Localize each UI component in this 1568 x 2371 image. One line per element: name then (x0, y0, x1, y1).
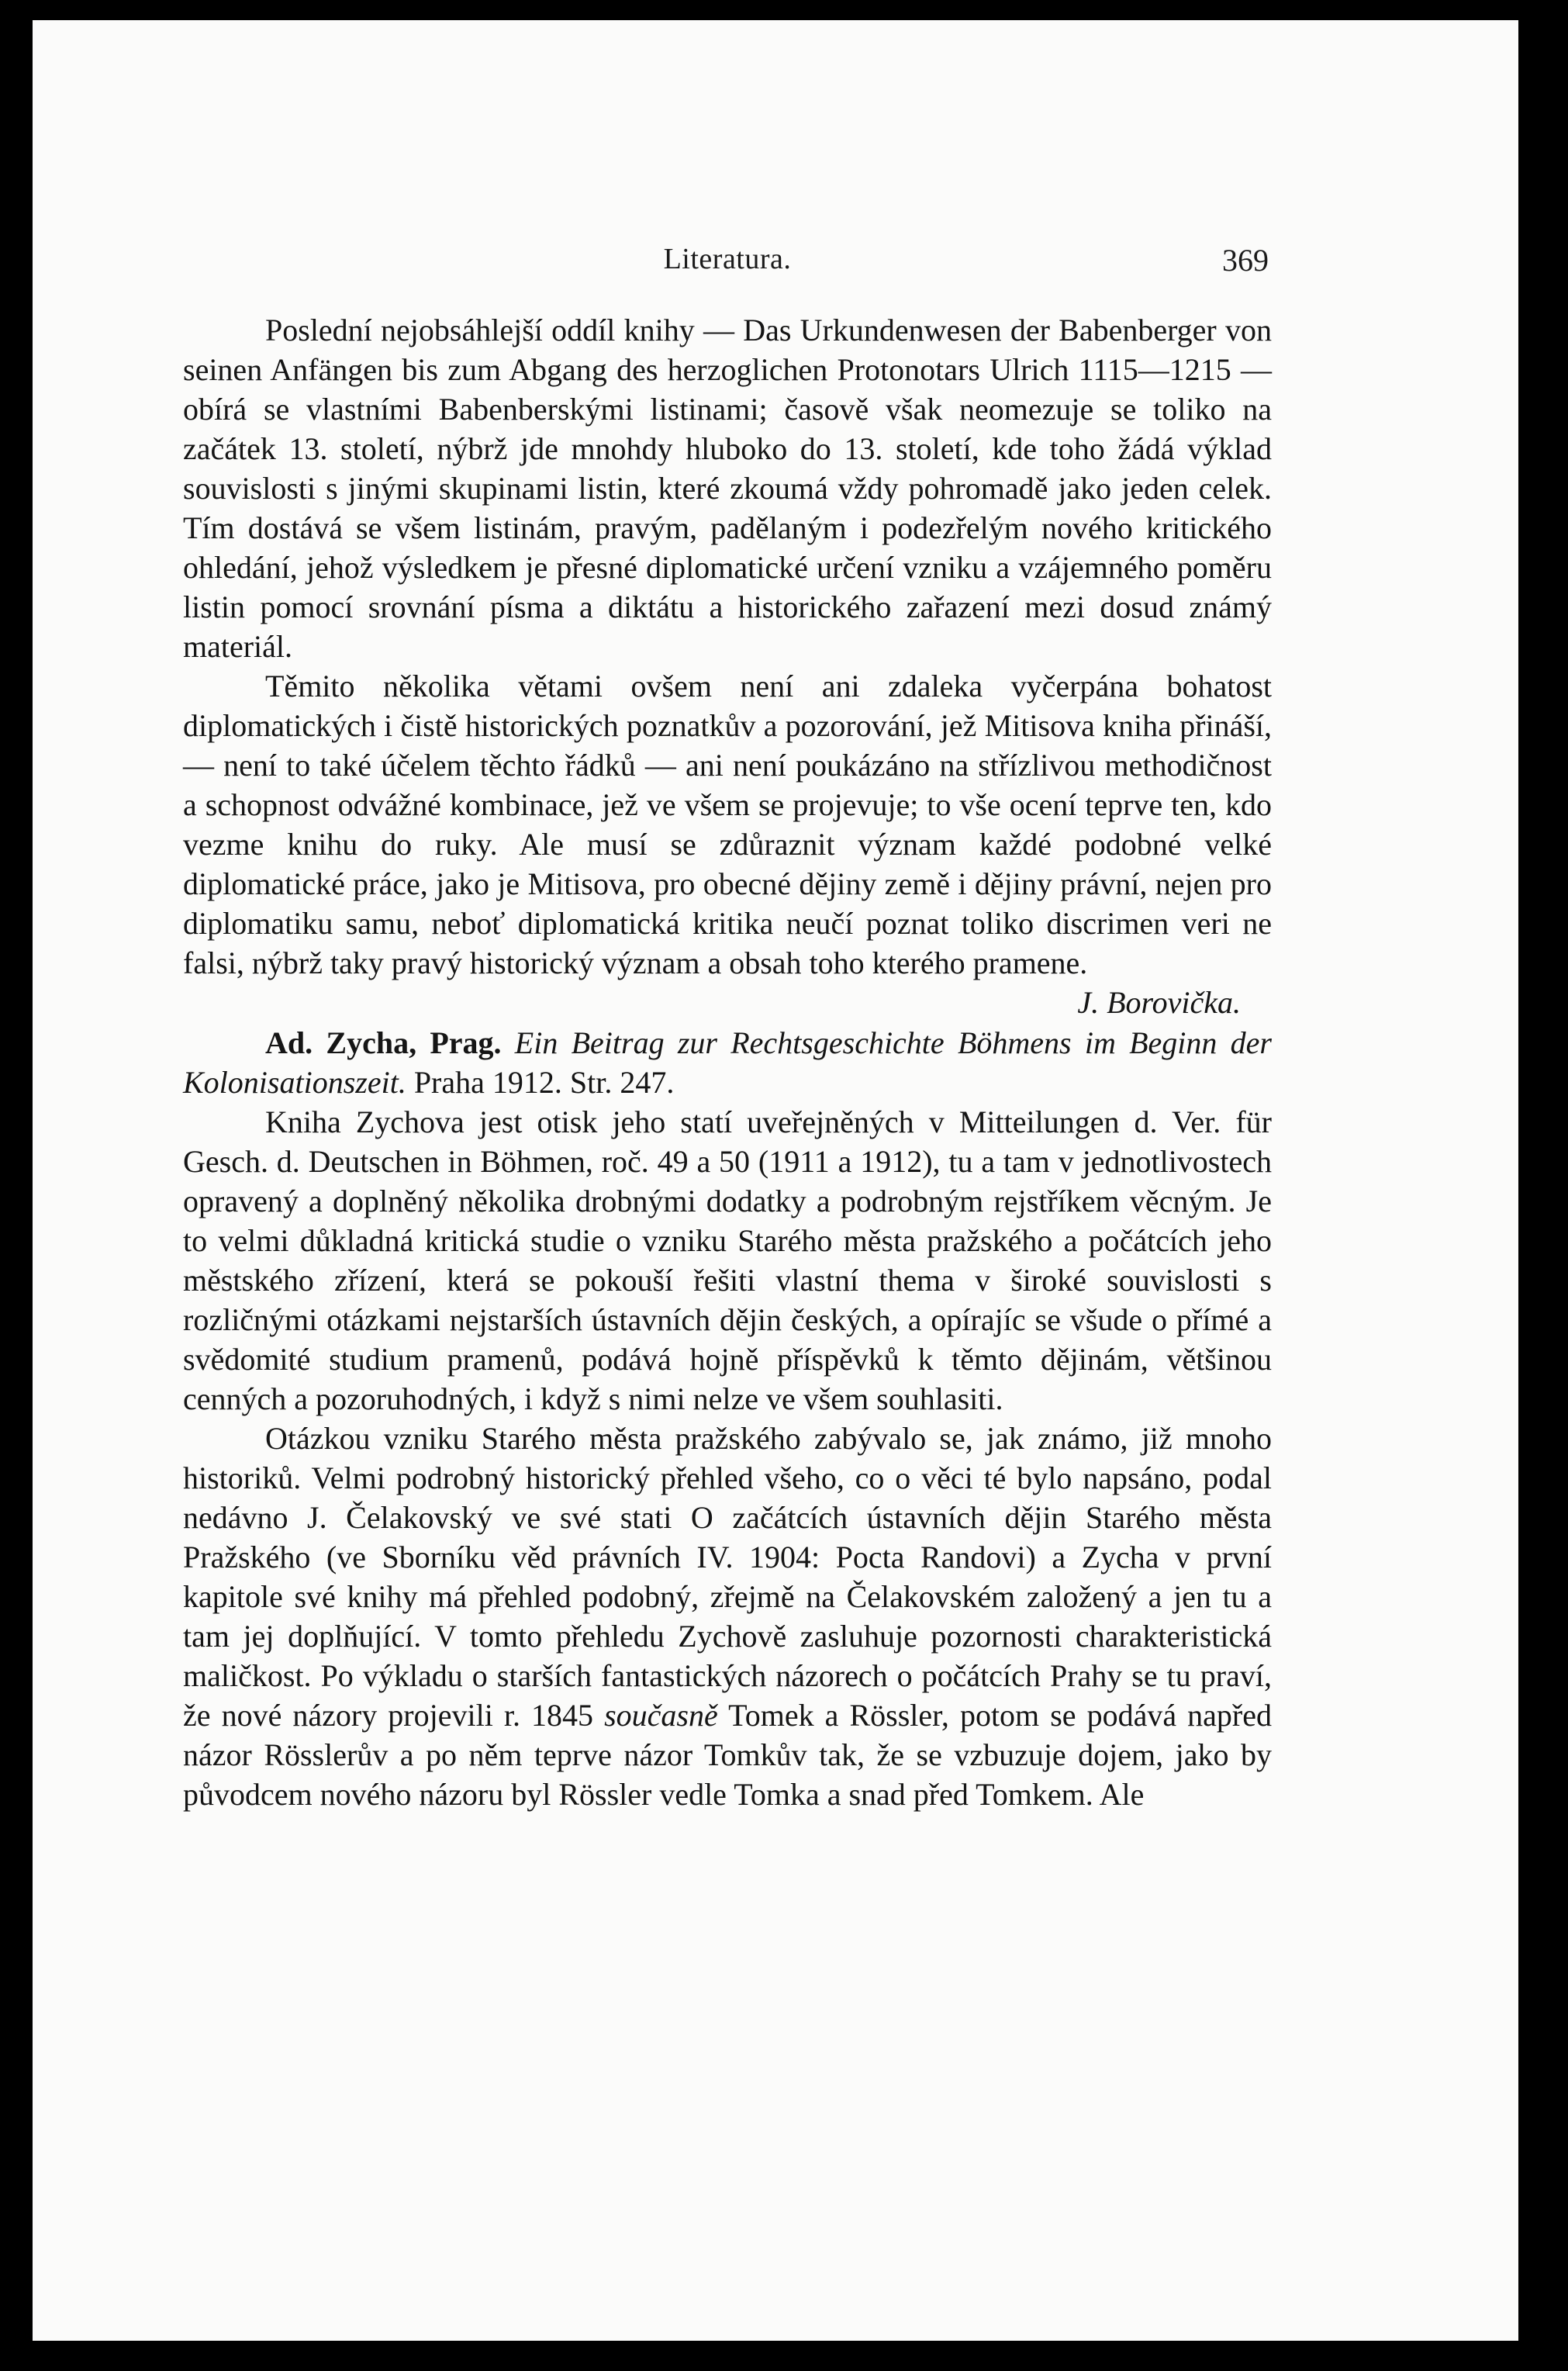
review1-paragraph-2 (183, 666, 1272, 1020)
review2-heading (183, 1023, 1272, 1102)
page-header (183, 242, 1272, 289)
review2-paragraph-2-start: Otázkou vzniku Starého města pražského zabývalo se, jak známo, již mnoho historiků. Velmi podrobný historický přehled všeho, co o věci té bylo napsáno, podal nedávno J. Čelakovský ve své stati O začátcích ústavních dějin Starého města Pražského (ve Sborníku věd právních IV. 1904: Pocta Randovi) a Zycha v první kapitole své knihy má přehled podobný, zřejmě na Čelakovském založený a jen tu a tam jej doplňující. V tomto přehledu Zychově zasluhuje pozornosti charakteristická maličkost. Po výkladu o starších fantastických názorech o počátcích Prahy se tu praví, že nové názory projevili r. 1845 (183, 1421, 1272, 1733)
review1-signature: J. Borovička. (1077, 985, 1241, 1020)
review2-paragraph-2 (183, 1419, 1272, 1814)
running-title: Literatura. (663, 243, 792, 275)
review2-book-title: Ein Beitrag zur Rechtsgeschichte Böhmens im Beginn der Kolonisationszeit. (183, 1025, 1272, 1100)
review1-paragraph-2-text: Těmito několika větami ovšem není ani zdaleka vyčerpána bohatost diplomatických i čistě historických poznatkův a pozorování, jež Mitisova kniha přináší, — není to také účelem těchto řádků — ani není poukázáno na střízlivou methodičnost a schopnost odvážné kombinace, jež ve všem se projevuje; to vše ocení teprve ten, kdo vezme knihu do ruky. Ale musí se zdůraznit význam každé podobné velké diplomatické práce, jako je Mitisova, pro obecné dějiny země i dějiny právní, nejen pro diplomatiku samu, neboť diplomatická kritika neučí poznat toliko discrimen veri ne falsi, nýbrž taky pravý historický význam a obsah toho kterého pramene. (183, 669, 1272, 980)
review2-paragraph-2-end: Tomek a Rössler, potom se podává napřed názor Rösslerův a po něm teprve názor Tomkův tak, že se vzbuzuje dojem, jako by původcem nového názoru byl Rössler vedle Tomka a snad před Tomkem. Ale (183, 1698, 1273, 1812)
review2-publication: Praha 1912. Str. 247. (413, 1065, 675, 1100)
review2-paragraph-2-emphasis: současně (604, 1698, 718, 1733)
review2-reviewer: Ad. Zycha, Prag. (265, 1025, 502, 1060)
review2-paragraph-1: Kniha Zychova jest otisk jeho statí uveřejněných v Mitteilungen d. Ver. für Gesch. d. Deutschen in Böhmen, roč. 49 a 50 (1911 a 1912), tu a tam v jednotlivostech opravený a doplněný několika drobnými dodatky a podrobným rejstříkem věcným. Je to velmi důkladná kritická studie o vzniku Starého města pražského a počátcích jeho městského zřízení, která se pokouší řešiti vlastní thema v široké souvislosti s rozličnými otázkami nejstarších ústavních dějin českých, a opírajíc se všude o přímé a svědomité studium pramenů, podává hojně příspěvků k těmto dějinám, většinou cenných a pozoruhodných, i když s nimi nelze ve všem souhlasiti. (183, 1104, 1272, 1416)
page-body (183, 310, 1272, 1814)
page-number: 369 (1222, 243, 1269, 278)
review1-paragraph-1: Poslední nejobsáhlejší oddíl knihy — Das Urkundenwesen der Babenberger von seinen Anfängen bis zum Abgang des herzoglichen Protonotars Ulrich 1115—1215 — obírá se vlastními Babenberskými listinami; časově však neomezuje se toliko na začátek 13. století, nýbrž jde mnohdy hluboko do 13. století, kde toho žádá výklad souvislosti s jinými skupinami listin, které zkoumá vždy pohromadě jako jeden celek. Tím dostává se všem listinám, pravým, padělaným i podezřelým nového kritického ohledání, jehož výsledkem je přesné diplomatické určení vzniku a vzájemného poměru listin pomocí srovnání písma a diktátu a historického zařazení mezi dosud známý materiál. (183, 313, 1272, 664)
